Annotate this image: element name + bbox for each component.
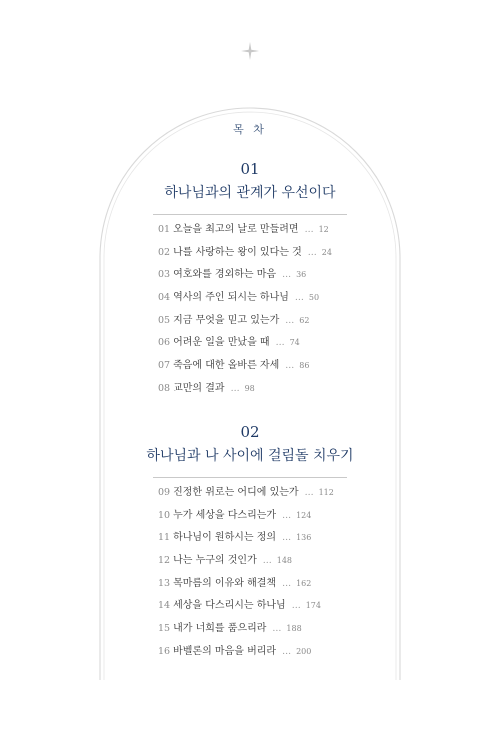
four-point-star-icon [241, 42, 259, 60]
toc-entry[interactable]: 06 어려운 일을 만났을 때 … 74 [158, 337, 300, 349]
chapter-divider [153, 477, 347, 478]
chapter-title: 하나님과 나 사이에 걸림돌 치우기 [146, 448, 354, 464]
toc-entry[interactable]: 03 여호와를 경외하는 마음 … 36 [158, 269, 307, 281]
toc-entry[interactable]: 13 목마름의 이유와 해결책 … 162 [158, 577, 312, 589]
chapter-2-list [158, 482, 334, 664]
chapter-2-header [0, 422, 500, 478]
chapter-title: 하나님과의 관계가 우선이다 [164, 185, 336, 201]
toc-entry[interactable]: 11 하나님이 원하시는 정의 … 136 [158, 532, 312, 544]
chapter-1-header [0, 159, 500, 215]
chapter-number: 01 [240, 160, 260, 178]
toc-entry[interactable]: 08 교만의 결과 … 98 [158, 382, 255, 394]
toc-entry[interactable]: 05 지금 무엇을 믿고 있는가 … 62 [158, 314, 310, 326]
toc-entry[interactable]: 04 역사의 주인 되시는 하나님 … 50 [158, 292, 320, 304]
toc-entry[interactable]: 12 나는 누구의 것인가 … 148 [158, 555, 293, 567]
toc-entry[interactable]: 14 세상을 다스리시는 하나님 … 174 [158, 600, 321, 612]
chapter-divider [153, 214, 347, 215]
toc-entry[interactable]: 07 죽음에 대한 올바른 자세 … 86 [158, 360, 310, 372]
toc-entry[interactable]: 15 내가 너희를 품으리라 … 188 [158, 623, 302, 635]
toc-heading: 목 차 [233, 123, 267, 136]
toc-entry[interactable]: 10 누가 세상을 다스리는가 … 124 [158, 509, 312, 521]
chapter-1-list [158, 219, 332, 401]
toc-entry[interactable]: 09 진정한 위로는 어디에 있는가 … 112 [158, 487, 334, 498]
toc-entry[interactable]: 01 오늘을 최고의 날로 만들려면 … 12 [158, 224, 329, 235]
chapter-number: 02 [240, 423, 260, 441]
toc-entry[interactable]: 02 나를 사랑하는 왕이 있다는 것 … 24 [158, 246, 332, 258]
toc-entry[interactable]: 16 바벨론의 마음을 버리라 … 200 [158, 645, 312, 657]
